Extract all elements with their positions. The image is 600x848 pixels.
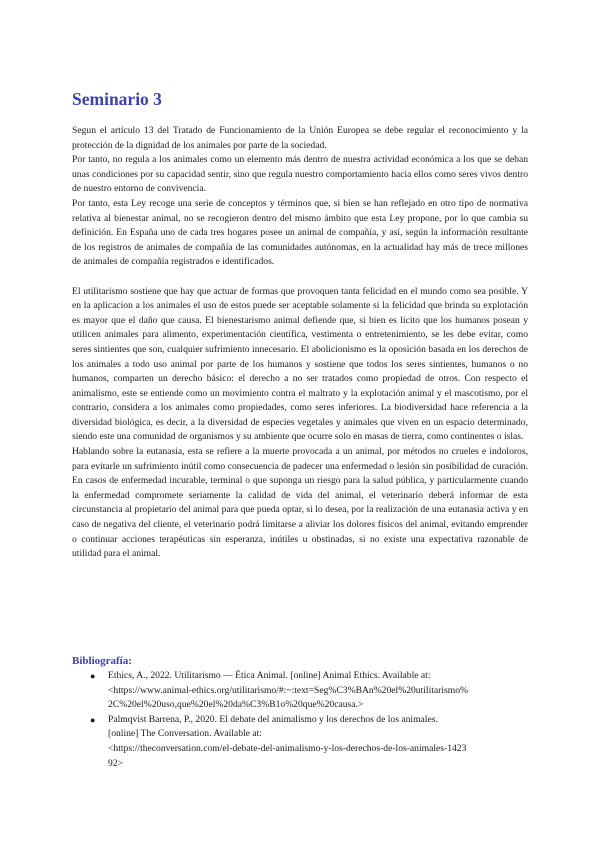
list-item — [72, 669, 528, 713]
citation-line: [online] The Conversation. Available at: — [108, 728, 262, 740]
body-text — [72, 124, 528, 562]
paragraph: El utilitarismo sostiene que hay que actuar de formas que provoquen tanta felicidad en el mundo como sea posible. Y en la aplicacion a los animales el uso de estos puede ser aceptable solamente si la felicidad que brinda su explotación es mayor que el daño que causa. El bienestarismo animal defiende que, si bien es lícito que los humanos posean y utilicen animales para alimento, experimentación científica, vestimenta o entretenimiento, se les debe evitar, como seres sintientes que son, cualquier sufrimiento innecesario. El abolicionismo es la oposición basada en los derechos de los animales a todo uso animal por parte de los humanos y sostiene que todos los seres sintientes, humanos o no humanos, comparten un derecho básico: el derecho a no ser tratados como propiedad de otros. Con respecto el animalismo, este se entiende como un movimiento contra el maltrato y la explotación animal y el mascotismo, por el contrario, considera a los animales como propiedades, como seres inferiores. La biodiversidad hace referencia a la diversidad biológica, es decir, a la diversidad de especies vegetales y animales que viven en un espacio determinado, siendo este una comunidad de organismos y su ambiente que ocurre solo en masas de tierra, como continentes o islas. — [72, 285, 528, 443]
citation-link[interactable]: <https://theconversation.com/el-debate-del-animalismo-y-los-derechos-de-los-animales-1423 — [108, 742, 467, 754]
bullet-icon: ● — [90, 671, 96, 681]
bibliography-heading: Bibliografía: — [72, 655, 132, 667]
citation-link[interactable]: 2C%20el%20uso,que%20el%20da%C3%B1o%20que%20causa.> — [108, 699, 364, 711]
list-item — [72, 713, 528, 771]
paragraph: Por tanto, esta Ley recoge una serie de conceptos y términos que, si bien se han reflejado en otro tipo de normativa relativa al bienestar animal, no se recogieron dentro del mismo ámbito que esta Ley propone, por lo que cambia su definición. En España uno de cada tres hogares posee un animal de compañía, y así, según la información resultante de los registros de animales de compañía de las comunidades autónomas, en la actualidad hay más de trece millones de animales de compañía registrados e identificados. — [72, 197, 528, 268]
bibliography-list — [72, 669, 528, 771]
citation-link[interactable]: <https://www.animal-ethics.org/utilitarismo/#:~:text=Seg%C3%BAn%20el%20utilitarismo% — [108, 684, 469, 696]
paragraph: Hablando sobre la eutanasia, esta se refiere a la muerte provocada a un animal, por métodos no crueles e indoloros, para evitarle un sufrimiento inútil como consecuencia de padecer una enfermedad o lesión sin posibilidad de curación. En casos de enfermedad incurable, terminal o que suponga un riesgo para la salud pública, y particularmente cuando la enfermedad compromete seriamente la calidad de vida del animal, el veterinario deberá informar de esta circunstancia al propietario del animal para que pueda optar, si lo desea, por la realización de una eutanasia activa y en caso de negativa del cliente, el veterinario podrá limitarse a aliviar los dolores físicos del animal, evitando emprender o continuar acciones terapéuticas sin esperanza, inútiles u obstinadas, si no existe una expectativa razonable de utilidad para el animal. — [72, 446, 528, 560]
paragraph: Por tanto, no regula a los animales como un elemento más dentro de nuestra actividad económica a los que se deban unas condiciones por su capacidad sentir, sino que regula nuestro comportamiento hacia ellos como seres vivos dentro de nuestro entorno de convivencia. — [72, 154, 528, 195]
citation-line: Ethics, A., 2022. Utilitarismo — Ética Animal. [online] Animal Ethics. Available at: — [108, 670, 431, 681]
bullet-icon: ● — [90, 714, 96, 725]
paragraph: Segun el artículo 13 del Tratado de Funcionamiento de la Unión Europea se debe regular el reconocimiento y la protección de la dignidad de los animales por parte de la sociedad. — [72, 125, 528, 151]
citation-link[interactable]: 92> — [108, 757, 124, 769]
page-title: Seminario 3 — [72, 89, 162, 109]
citation-line: Palmqvist Barrena, P., 2020. El debate del animalismo y los derechos de los animales. — [108, 713, 438, 725]
